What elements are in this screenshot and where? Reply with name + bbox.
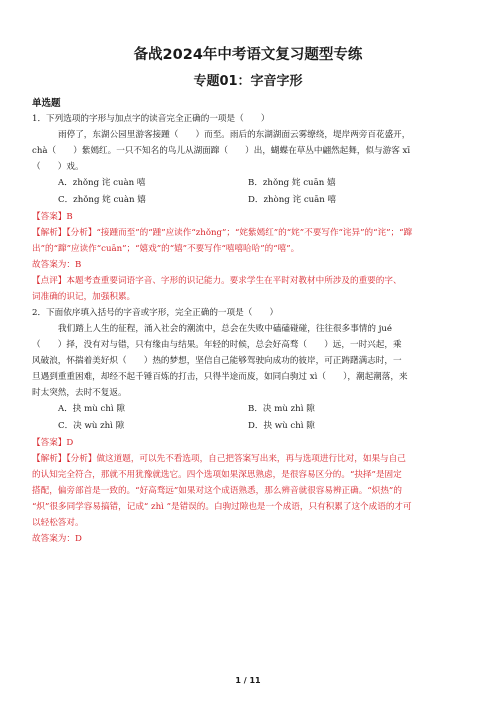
question-2-options-row: [32, 418, 464, 435]
question-2-passage-line: 旦遇到重重困难，却经不起千锤百炼的打击，只得半途而废，如同白驹过 xì（ ），潮起潮落，来: [32, 372, 408, 382]
question-2-passage-line: 风破浪，怀揣着美好炽（ ）热的梦想，坚信自己能够驾驶向成功的彼岸，可正踌躇满志时，一: [32, 356, 402, 366]
option-c: C．zhǒng 姹 cuàn 嬉: [58, 195, 146, 205]
question-1-passage-line: 雨停了，东湖公园里游客接踵（ ）而至。雨后的东湖湖面云雾缭绕，堤岸两旁百花盛开，: [58, 130, 411, 140]
question-1-final-answer: 故答案为：B: [32, 260, 82, 270]
option-d: D．zhòng 诧 cuān 嘻: [248, 195, 337, 205]
question-1-answer: 【答案】B: [32, 212, 73, 222]
question-2-analysis-line: 的认知完全符合，那就不用犹豫就选它。四个选项如果深思熟虑，是很容易区分的。“抉择”是固定: [32, 470, 402, 480]
question-1-comment-line: 词准确的识记，加强积累。: [32, 292, 136, 302]
question-2-analysis-line: 以轻松答对。: [32, 518, 84, 528]
question-2-passage-line: 我们踏上人生的征程，涌入社会的潮流中，总会在失败中磕磕碰碰，往往很多事情的 jué: [58, 324, 392, 334]
question-2-analysis-line: 搭配，偏旁部首是一致的。“好高骛远”如果对这个成语熟悉，那么辨音就很容易辨正确。“炽热”的: [32, 486, 402, 496]
question-2-options-row: [32, 401, 464, 418]
document-title: 备战2024年中考语文复习题型专练: [133, 47, 363, 63]
option-a: A．zhǒng 诧 cuàn 嘻: [58, 178, 146, 188]
question-1-options-row: [32, 175, 464, 192]
document-subtitle: 专题01：字音字形: [193, 74, 303, 89]
question-2-stem: 2．下面依序填入括号的字音或字形，完全正确的一项是（ ）: [32, 308, 279, 318]
option-b: B．决 mù zhì 隙: [248, 404, 315, 414]
question-1-passage-line: chà（ ）紫嫣红。一只不知名的鸟儿从湖面蹿（ ）出，蝴蝶在草丛中翩然起舞，似与游客 xī: [32, 146, 411, 156]
question-2-analysis-line: “炽”很多同学容易搞错，记成“ zhì ”是错误的。白驹过隙也是一个成语，只有积累了这个成语的才可: [32, 502, 412, 512]
option-c: C．决 wù zhì 隙: [58, 421, 125, 431]
question-2-final-answer: 故答案为：D: [32, 534, 82, 544]
question-1-options-row: [32, 192, 464, 209]
question-1-comment-line: 【点评】本题考查重要词语字音、字形的识记能力。要求学生在平时对教材中所涉及的重要的字、: [32, 276, 402, 286]
option-a: A．抉 mù chì 隙: [58, 404, 125, 414]
question-2-passage-line: 时太突然，去时不复返。: [32, 388, 127, 398]
question-2-analysis-line: 【解析】【分析】做这道题，可以先不看选项，自己把答案写出来，再与选项进行比对，如果与自己: [32, 454, 406, 464]
question-1-stem: 1．下列选项的字形与加点字的读音完全正确的一项是（ ）: [32, 114, 270, 124]
question-1-analysis-line: 出”的“蹿”应读作“cuān”；“嬉戏”的“嬉”不要写作“嘻嘻哈哈”的“嘻”。: [32, 244, 300, 254]
question-2-passage-line: （ ）择，没有对与错，只有缘由与结果。年轻的时候，总会好高骛（ ）远，一时兴起，乘: [32, 340, 402, 350]
section-heading: 单选题: [32, 98, 61, 109]
question-1-passage-line: （ ）戏。: [32, 162, 84, 172]
question-1-analysis-line: 【解析】【分析】“接踵而至”的“踵”应读作“zhǒng”；“姹紫嫣红”的“姹”不要写作“诧异”的“诧”；“蹿: [32, 228, 413, 238]
question-2-answer: 【答案】D: [32, 438, 74, 448]
option-d: D．抉 wù chì 隙: [248, 421, 315, 431]
page-number: 1 / 11: [235, 676, 261, 685]
option-b: B．zhǒng 姹 cuān 嬉: [248, 178, 336, 188]
